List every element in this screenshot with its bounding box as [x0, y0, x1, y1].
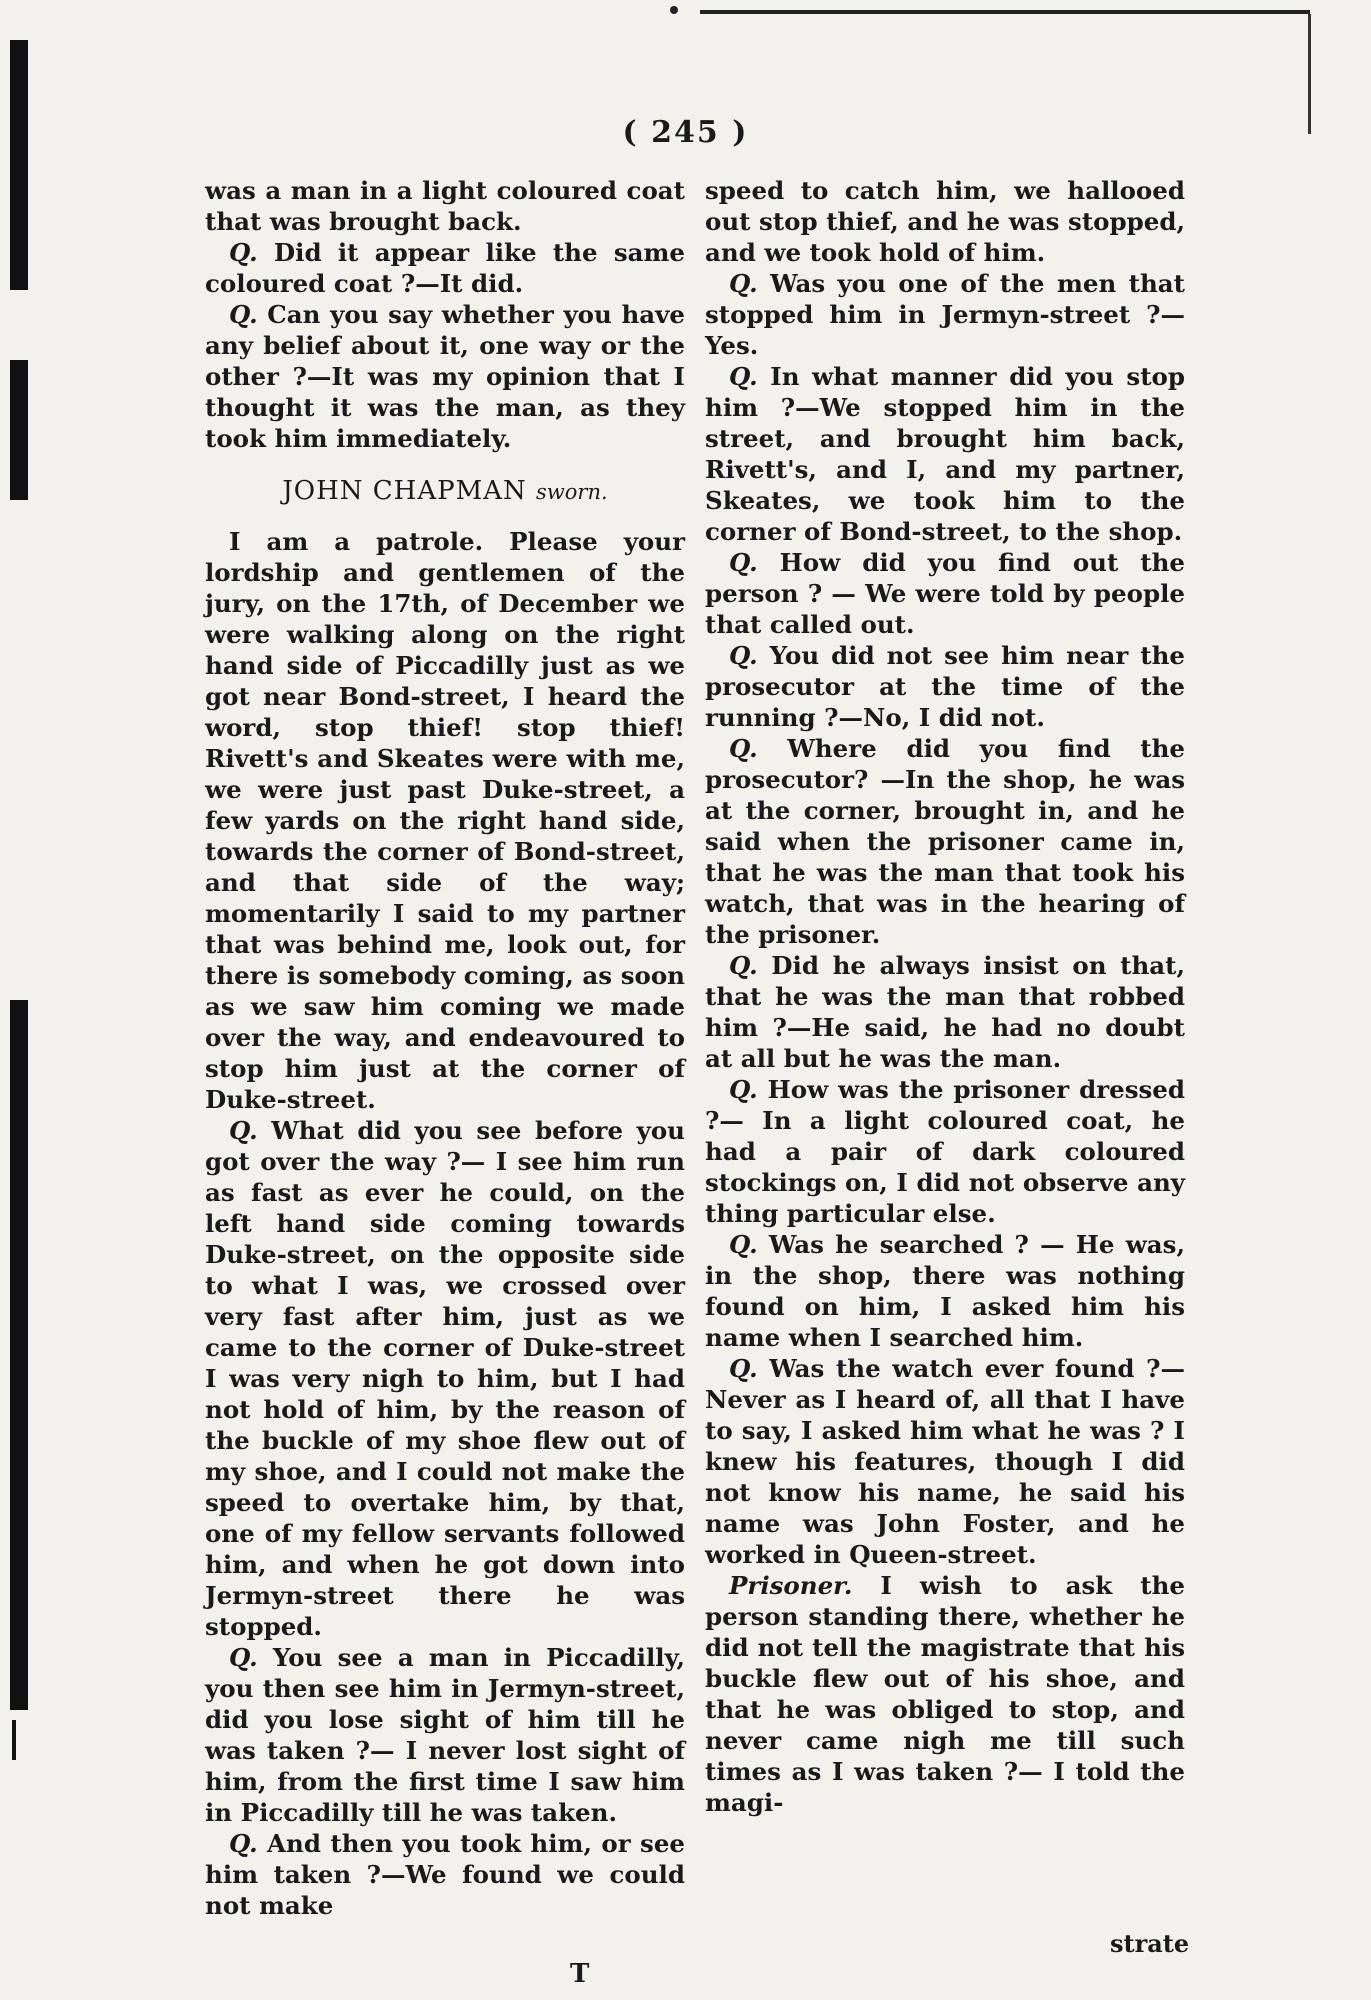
question-mark: Q. [229, 238, 258, 267]
question-mark: Q. [729, 1354, 758, 1383]
scan-edge-bar [10, 1000, 28, 1710]
paragraph: I am a patrole. Please your lordship and gentlemen of the jury, on the 17th, of December we were walking along on the right hand side of Piccadilly just as we got near Bond-street, I heard the word, stop thief! stop thief! Rivett's and Skeates were with me, we were just past Duke-street, a few yards on the right hand side, towards the corner of Bond-street, and that side of the way; momentarily I said to my partner that was behind me, look out, for there is somebody coming, as soon as we saw him coming we made over the way, and endeavoured to stop him just at the corner of Duke-street. [205, 527, 685, 1114]
question-mark: Q. [729, 1075, 758, 1104]
paragraph-text: What did you see before you got over the way ?— I see him run as fast as ever he could, on the left hand side coming towards Duke-street, on the opposite side to what I was, we crossed over very fast after him, just as we came to the corner of Duke-street I was very nigh to him, but I had not hold of him, by the reason of the buckle of my shoe flew out of my shoe, and I could not make the speed to overtake him, by that, one of my fellow servants followed him, and when he got down into Jermyn-street there he was stopped. [205, 1116, 685, 1641]
paragraph [205, 1828, 685, 1921]
signature-mark: T [570, 1959, 590, 1989]
question-mark: Q. [729, 362, 758, 391]
paragraph [205, 1115, 685, 1642]
paragraph: was a man in a light coloured coat that was brought back. [205, 176, 685, 236]
right-column [705, 175, 1185, 1818]
question-mark: Q. [729, 269, 758, 298]
scan-edge-bar [10, 40, 28, 290]
page-number: ( 245 ) [622, 115, 749, 150]
paragraph-text: You did not see him near the prosecutor at the time of the running ?—No, I did not. [705, 641, 1185, 732]
paragraph [705, 547, 1185, 640]
scan-top-rule [700, 10, 1310, 14]
paragraph [205, 299, 685, 454]
question-mark: Q. [229, 300, 258, 329]
paragraph: speed to catch him, we hallooed out stop thief, and he was stopped, and we took hold of him. [705, 176, 1185, 267]
question-mark: Q. [729, 734, 758, 763]
paragraph [705, 268, 1185, 361]
paragraph-text: How did you find out the person ? — We were told by people that called out. [705, 548, 1185, 639]
paragraph [205, 1642, 685, 1828]
paragraph-text: Was you one of the men that stopped him in Jermyn-street ?—Yes. [705, 269, 1186, 360]
paragraph [705, 1353, 1185, 1570]
paragraph-text: How was the prisoner dressed ?— In a light coloured coat, he had a pair of dark coloured stockings on, I did not observe any thing particular else. [705, 1075, 1185, 1228]
paragraph [705, 1074, 1185, 1229]
paragraph-text: Was he searched ? — He was, in the shop, there was nothing found on him, I asked him his name when I searched him. [705, 1230, 1186, 1352]
paragraph-text: In what manner did you stop him ?—We stopped him in the street, and brought him back, Rivett's, and I, and my partner, Skeates, we took him to the corner of Bond-street, to the shop. [705, 362, 1185, 546]
paragraph-text: Was the watch ever found ?— Never as I heard of, all that I have to say, I asked him what he was ? I knew his features, though I did not know his name, he said his name was John Foster, and he worked in Queen-street. [705, 1354, 1185, 1569]
paragraph-text: Where did you find the prosecutor? —In the shop, he was at the corner, brought in, and he said when the prisoner came in, that he was the man that took his watch, that was in the hearing of the prisoner. [705, 734, 1185, 949]
paragraph-text: Can you say whether you have any belief about it, one way or the other ?—It was my opinion that I thought it was the man, as they took him immediately. [205, 300, 685, 453]
question-mark: Q. [729, 1230, 758, 1259]
paragraph [705, 361, 1185, 547]
speaker-label: Prisoner. [729, 1571, 853, 1600]
paragraph-text: I wish to ask the person standing there, whether he did not tell the magistrate that his buckle flew out of his shoe, and that he was obliged to stop, and never came nigh me till such times as I was taken ?— I told the magi- [705, 1571, 1185, 1817]
paragraph [205, 237, 685, 299]
paragraph-text: And then you took him, or see him taken ?—We found we could not make [205, 1829, 685, 1920]
witness-name: JOHN CHAPMAN [282, 476, 527, 506]
paragraph [705, 1570, 1185, 1818]
scan-edge-bar [12, 1720, 16, 1760]
paragraph [705, 950, 1185, 1074]
paragraph [705, 640, 1185, 733]
witness-sworn: sworn. [536, 480, 608, 504]
scan-mark [670, 6, 678, 14]
scan-edge-bar [10, 360, 28, 500]
question-mark: Q. [729, 951, 758, 980]
question-mark: Q. [729, 548, 758, 577]
question-mark: Q. [229, 1829, 258, 1858]
catchword: strate [1110, 1929, 1190, 1958]
question-mark: Q. [229, 1643, 258, 1672]
question-mark: Q. [229, 1116, 258, 1145]
paragraph [705, 1229, 1185, 1353]
question-mark: Q. [729, 641, 758, 670]
witness-heading [205, 476, 685, 508]
paragraph [705, 733, 1185, 950]
left-column [205, 175, 685, 1921]
paragraph-text: Did he always insist on that, that he was the man that robbed him ?—He said, he had no doubt at all but he was the man. [705, 951, 1185, 1073]
paragraph-text: Did it appear like the same coloured coat ?—It did. [205, 238, 685, 298]
paragraph-text: You see a man in Piccadilly, you then see him in Jermyn-street, did you lose sight of him till he was taken ?— I never lost sight of him, from the first time I saw him in Piccadilly till he was taken. [205, 1643, 686, 1827]
